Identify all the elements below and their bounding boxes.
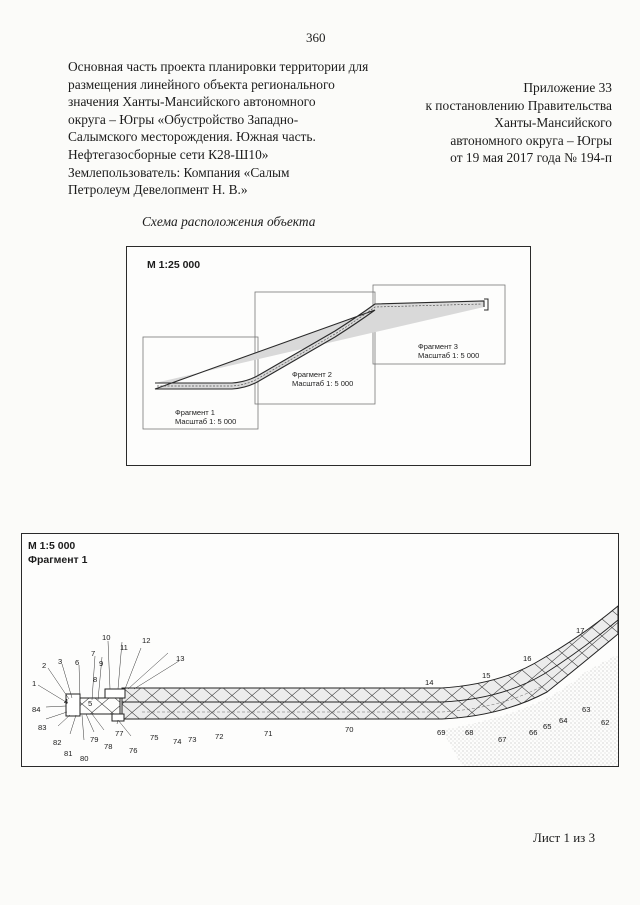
point-label: 1 <box>32 679 37 688</box>
appendix-line: от 19 мая 2017 года № 194-п <box>450 150 612 166</box>
point-label: 5 <box>88 699 93 708</box>
point-label: 67 <box>498 735 507 744</box>
appendix-line: Ханты-Мансийского <box>494 115 612 131</box>
point-label: 10 <box>102 633 111 642</box>
project-line: размещения линейного объекта регионального <box>68 76 335 92</box>
point-label: 4 <box>64 697 69 706</box>
schema-title: Схема расположения объекта <box>142 214 316 229</box>
point-label: 66 <box>529 728 538 737</box>
route-end-mark <box>484 299 488 310</box>
point-label: 80 <box>80 754 89 763</box>
point-label: 70 <box>345 725 354 734</box>
point-label: 65 <box>543 722 552 731</box>
fragment-1-label <box>175 409 236 426</box>
point-label: 12 <box>142 636 151 645</box>
appendix-header <box>425 79 612 167</box>
point-label: 3 <box>58 657 63 666</box>
point-label: 17 <box>576 626 585 635</box>
sheet-number: Лист 1 из 3 <box>533 830 596 845</box>
fragment-2-label <box>292 371 353 388</box>
point-label: 62 <box>601 718 610 727</box>
point-label: 15 <box>482 671 491 680</box>
project-line: Петролеум Девелопмент Н. В.» <box>68 182 248 198</box>
fragment-scale-label: М 1:5 000 <box>28 540 76 552</box>
point-label: 68 <box>465 728 474 737</box>
fragment-scale: Масштаб 1: 5 000 <box>292 378 354 388</box>
point-label: 7 <box>91 649 96 658</box>
fragment-name: Фрагмент 2 <box>292 370 332 379</box>
point-label: 14 <box>425 678 434 687</box>
point-label: 11 <box>120 643 128 652</box>
point-label: 72 <box>215 732 224 741</box>
point-label: 77 <box>115 729 124 738</box>
point-label: 64 <box>559 716 568 725</box>
point-label: 82 <box>53 738 62 747</box>
point-label: 78 <box>104 742 113 751</box>
fragment-map <box>21 533 619 767</box>
fragment-name: Фрагмент 1 <box>175 408 215 417</box>
fragment-3-label <box>418 343 479 360</box>
start-pad-top <box>105 689 125 698</box>
fragment-name: Фрагмент 3 <box>418 342 458 351</box>
point-label: 74 <box>173 737 182 746</box>
project-line: значения Ханты-Мансийского автономного <box>68 94 316 110</box>
point-label: 8 <box>93 675 98 684</box>
point-label: 2 <box>42 661 47 670</box>
project-line: Нефтегазосборные сети К28-Ш10» <box>68 146 269 162</box>
overview-scale-label: М 1:25 000 <box>147 259 201 271</box>
fragment-title: Фрагмент 1 <box>28 554 88 566</box>
fragment-scale: Масштаб 1: 5 000 <box>175 416 237 426</box>
fragment-route <box>22 534 618 766</box>
point-label: 75 <box>150 733 159 742</box>
point-label: 81 <box>64 749 73 758</box>
project-description <box>68 58 413 199</box>
appendix-line: Приложение 33 <box>523 80 612 95</box>
point-label: 84 <box>32 705 41 714</box>
point-label: 9 <box>99 659 104 668</box>
start-pad <box>80 698 120 714</box>
point-label: 6 <box>75 658 80 667</box>
project-line: округа – Югры «Обустройство Западно- <box>68 111 299 127</box>
point-label: 13 <box>176 654 185 663</box>
fragment-scale: Масштаб 1: 5 000 <box>418 350 480 360</box>
start-pad-bottom <box>112 714 124 721</box>
project-line: Основная часть проекта планировки территории для <box>68 59 369 74</box>
point-label: 63 <box>582 705 591 714</box>
point-label: 79 <box>90 735 99 744</box>
point-label: 69 <box>437 728 446 737</box>
point-label: 76 <box>129 746 138 755</box>
point-label: 83 <box>38 723 47 732</box>
page-number: 360 <box>306 30 326 45</box>
appendix-line: к постановлению Правительства <box>425 97 612 113</box>
point-label: 16 <box>523 654 532 663</box>
project-line: Землепользователь: Компания «Салым <box>68 164 290 180</box>
point-label: 71 <box>264 729 273 738</box>
project-line: Салымского месторождения. Южная часть. <box>68 129 316 145</box>
point-label: 73 <box>188 735 197 744</box>
overview-map <box>126 246 531 466</box>
appendix-line: автономного округа – Югры <box>450 132 612 148</box>
